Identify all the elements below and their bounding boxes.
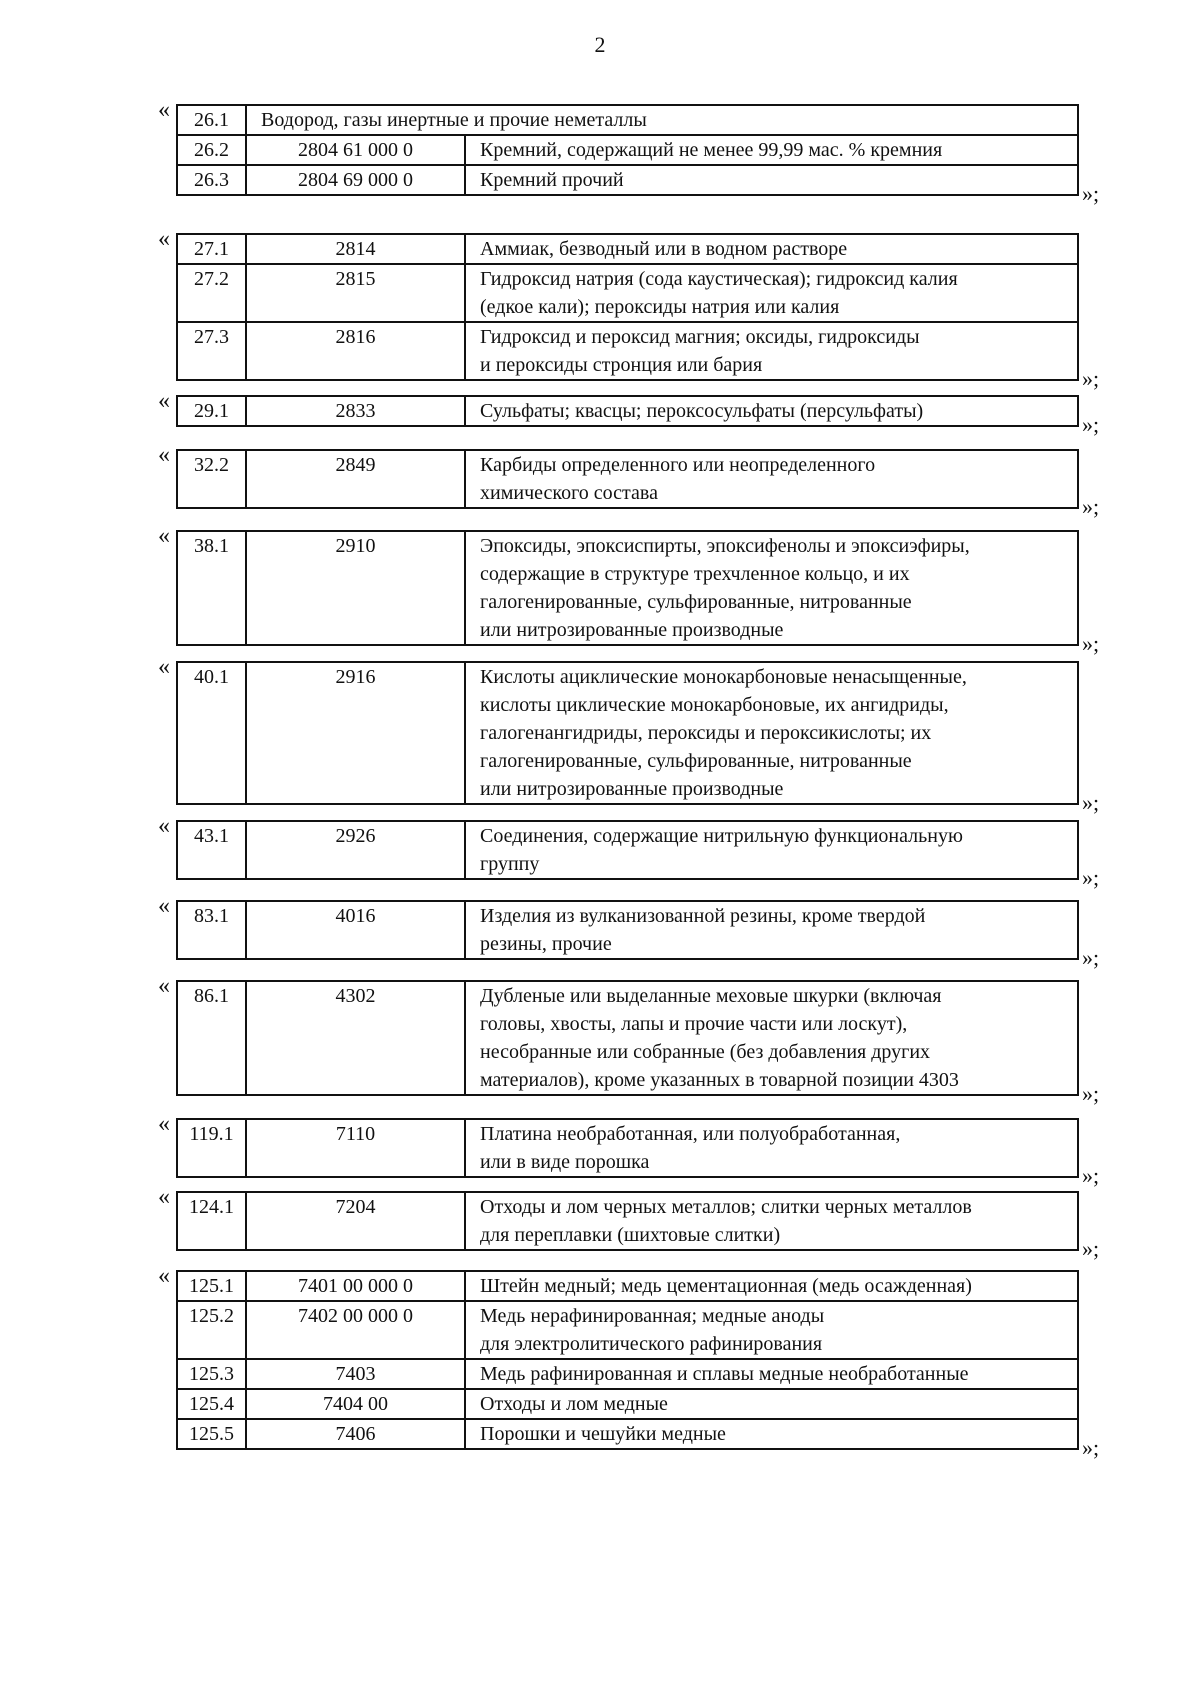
- tn-ved-code: 7401 00 000 0: [246, 1271, 465, 1301]
- closing-quote: »;: [1082, 1236, 1100, 1261]
- amendment-block: [158, 973, 1100, 1106]
- table-row: [177, 1119, 1078, 1177]
- item-description: Медь нерафинированная; медные аноды для электролитического рафинирования: [465, 1301, 1078, 1359]
- table-row: [177, 531, 1078, 645]
- amendment-block: [158, 813, 1100, 890]
- item-number: 43.1: [177, 821, 246, 879]
- amendment-block: [158, 97, 1100, 206]
- tn-ved-code: 7110: [246, 1119, 465, 1177]
- codes-table: [176, 1118, 1079, 1178]
- table-row: [177, 1359, 1078, 1389]
- opening-quote: «: [158, 226, 170, 252]
- amendment-block: [158, 1184, 1100, 1261]
- table-row: [177, 1389, 1078, 1419]
- codes-table: [176, 1191, 1079, 1251]
- item-description: Эпоксиды, эпоксиспирты, эпоксифенолы и эпоксиэфиры, содержащие в структуре трехчленное кольцо, и их галогенированные, сульфированные, нитрованные или нитрозированные производные: [465, 531, 1078, 645]
- item-description: Изделия из вулканизованной резины, кроме твердой резины, прочие: [465, 901, 1078, 959]
- tn-ved-code: 7204: [246, 1192, 465, 1250]
- item-number: 27.3: [177, 322, 246, 380]
- table-row: [177, 264, 1078, 322]
- tn-ved-code: 2916: [246, 662, 465, 804]
- tn-ved-code: 2804 61 000 0: [246, 135, 465, 165]
- item-number: 125.3: [177, 1359, 246, 1389]
- item-number: 40.1: [177, 662, 246, 804]
- table-row: [177, 1192, 1078, 1250]
- tn-ved-code: 2910: [246, 531, 465, 645]
- tn-ved-code: 4016: [246, 901, 465, 959]
- item-number: 125.2: [177, 1301, 246, 1359]
- item-number: 26.3: [177, 165, 246, 195]
- tn-ved-code: 2815: [246, 264, 465, 322]
- item-number: 86.1: [177, 981, 246, 1095]
- opening-quote: «: [158, 654, 170, 680]
- tn-ved-code: 2926: [246, 821, 465, 879]
- closing-quote: »;: [1082, 945, 1100, 970]
- table-row: [177, 981, 1078, 1095]
- table-row: [177, 901, 1078, 959]
- opening-quote: «: [158, 1111, 170, 1137]
- opening-quote: «: [158, 523, 170, 549]
- closing-quote: »;: [1082, 1081, 1100, 1106]
- codes-table: [176, 980, 1079, 1096]
- codes-table: [176, 233, 1079, 381]
- tn-ved-code: 4302: [246, 981, 465, 1095]
- item-description: Кремний, содержащий не менее 99,99 мас. % кремния: [465, 135, 1078, 165]
- codes-table: [176, 661, 1079, 805]
- opening-quote: «: [158, 973, 170, 999]
- item-number: 27.1: [177, 234, 246, 264]
- closing-quote: »;: [1082, 366, 1100, 391]
- item-description: Отходы и лом черных металлов; слитки черных металлов для переплавки (шихтовые слитки): [465, 1192, 1078, 1250]
- item-number: 26.1: [177, 105, 246, 135]
- tn-ved-code: 2814: [246, 234, 465, 264]
- tn-ved-code: 2849: [246, 450, 465, 508]
- item-description: Кислоты ациклические монокарбоновые ненасыщенные, кислоты циклические монокарбоновые, их ангидриды, галогенангидриды, пероксиды и пероксикислоты; их галогенированные, сульфированные, нитрованные или нитрозированные производные: [465, 662, 1078, 804]
- item-number: 125.1: [177, 1271, 246, 1301]
- codes-table: [176, 1270, 1079, 1450]
- opening-quote: «: [158, 893, 170, 919]
- codes-table: [176, 104, 1079, 196]
- codes-table: [176, 449, 1079, 509]
- table-row: [177, 105, 1078, 135]
- item-number: 119.1: [177, 1119, 246, 1177]
- tn-ved-code: 2833: [246, 396, 465, 426]
- item-description: Водород, газы инертные и прочие неметаллы: [246, 105, 1078, 135]
- codes-table: [176, 530, 1079, 646]
- opening-quote: «: [158, 442, 170, 468]
- amendment-block: [158, 442, 1100, 519]
- closing-quote: »;: [1082, 181, 1100, 206]
- table-row: [177, 322, 1078, 380]
- table-row: [177, 821, 1078, 879]
- table-row: [177, 1419, 1078, 1449]
- closing-quote: »;: [1082, 865, 1100, 890]
- closing-quote: »;: [1082, 790, 1100, 815]
- item-description: Отходы и лом медные: [465, 1389, 1078, 1419]
- amendment-block: [158, 654, 1100, 815]
- tn-ved-code: 2804 69 000 0: [246, 165, 465, 195]
- item-number: 38.1: [177, 531, 246, 645]
- amendment-block: [158, 226, 1100, 391]
- table-row: [177, 662, 1078, 804]
- amendment-block: [158, 523, 1100, 656]
- closing-quote: »;: [1082, 412, 1100, 437]
- opening-quote: «: [158, 388, 170, 414]
- amendment-block: [158, 893, 1100, 970]
- closing-quote: »;: [1082, 494, 1100, 519]
- table-row: [177, 234, 1078, 264]
- amendment-block: [158, 1111, 1100, 1188]
- item-description: Аммиак, безводный или в водном растворе: [465, 234, 1078, 264]
- table-row: [177, 396, 1078, 426]
- item-description: Карбиды определенного или неопределенного химического состава: [465, 450, 1078, 508]
- item-number: 124.1: [177, 1192, 246, 1250]
- tn-ved-code: 7402 00 000 0: [246, 1301, 465, 1359]
- codes-table: [176, 820, 1079, 880]
- item-description: Гидроксид натрия (сода каустическая); гидроксид калия (едкое кали); пероксиды натрия или калия: [465, 264, 1078, 322]
- item-number: 125.4: [177, 1389, 246, 1419]
- table-row: [177, 450, 1078, 508]
- opening-quote: «: [158, 1184, 170, 1210]
- item-description: Гидроксид и пероксид магния; оксиды, гидроксиды и пероксиды стронция или бария: [465, 322, 1078, 380]
- table-row: [177, 135, 1078, 165]
- item-description: Дубленые или выделанные меховые шкурки (включая головы, хвосты, лапы и прочие части или лоскут), несобранные или собранные (без добавления других материалов), кроме указанных в товарной позиции 4303: [465, 981, 1078, 1095]
- opening-quote: «: [158, 97, 170, 123]
- item-description: Кремний прочий: [465, 165, 1078, 195]
- item-description: Медь рафинированная и сплавы медные необработанные: [465, 1359, 1078, 1389]
- opening-quote: «: [158, 1263, 170, 1289]
- item-description: Сульфаты; квасцы; пероксосульфаты (персульфаты): [465, 396, 1078, 426]
- closing-quote: »;: [1082, 1435, 1100, 1460]
- table-row: [177, 1271, 1078, 1301]
- item-number: 27.2: [177, 264, 246, 322]
- table-row: [177, 1301, 1078, 1359]
- item-number: 125.5: [177, 1419, 246, 1449]
- item-number: 26.2: [177, 135, 246, 165]
- closing-quote: »;: [1082, 631, 1100, 656]
- amendment-block: [158, 388, 1100, 437]
- item-number: 83.1: [177, 901, 246, 959]
- tn-ved-code: 7404 00: [246, 1389, 465, 1419]
- codes-table: [176, 395, 1079, 427]
- tn-ved-code: 7403: [246, 1359, 465, 1389]
- item-description: Порошки и чешуйки медные: [465, 1419, 1078, 1449]
- opening-quote: «: [158, 813, 170, 839]
- closing-quote: »;: [1082, 1163, 1100, 1188]
- item-number: 32.2: [177, 450, 246, 508]
- item-number: 29.1: [177, 396, 246, 426]
- item-description: Платина необработанная, или полуобработанная, или в виде порошка: [465, 1119, 1078, 1177]
- item-description: Штейн медный; медь цементационная (медь осажденная): [465, 1271, 1078, 1301]
- codes-table: [176, 900, 1079, 960]
- table-row: [177, 165, 1078, 195]
- page-number: 2: [594, 32, 606, 57]
- tn-ved-code: 2816: [246, 322, 465, 380]
- amendment-block: [158, 1263, 1100, 1460]
- item-description: Соединения, содержащие нитрильную функциональную группу: [465, 821, 1078, 879]
- tn-ved-code: 7406: [246, 1419, 465, 1449]
